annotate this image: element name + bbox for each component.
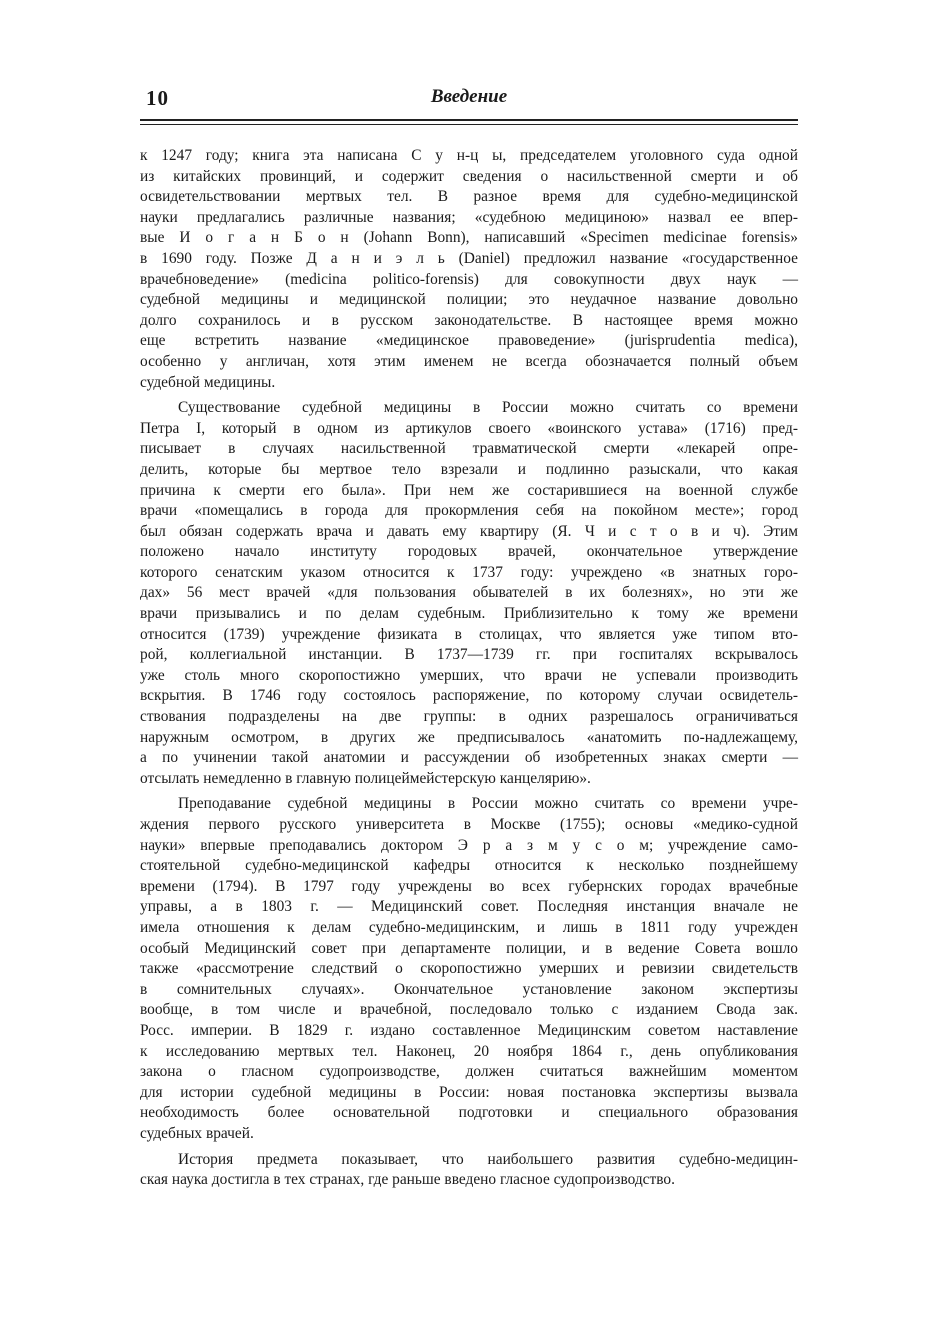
text-line: управы, а в 1803 г. — Медицинский совет. Последняя инстанция вначале не (140, 898, 798, 916)
text-line: освидетельствовании мертвых тел. В разное время для судебно-медицинской (140, 188, 798, 206)
text-line: из китайских провинций, и содержит сведения о насильственной смерти и об (140, 167, 798, 185)
text-line: особый Медицинский совет при департаменте полиции, и в ведение Совета вошло (140, 939, 798, 957)
text-line: врачи «помещались в города для прокормления себя на покойном месте»; город (140, 502, 798, 520)
text-line: также «рассмотрение следствий о скоропостижно умерших и ревизии свидетельств (140, 960, 798, 978)
text-line: Петра I, который в одном из артикулов своего «воинского устава» (1716) пред- (140, 419, 798, 437)
text-line: писывает в случаях насильственной травматической смерти «лекарей опре- (140, 440, 798, 458)
text-line: положено начало институту городовых врачей, окончательное утверждение (140, 543, 798, 561)
text-line: которого сенатским указом относится к 1737 году: учреждено «в знатных горо- (140, 563, 798, 581)
paragraph (140, 398, 798, 789)
page-header (140, 86, 798, 116)
text-line: закона о гласном судопроизводстве, должен считаться важнейшим моментом (140, 1063, 798, 1081)
text-line: в сомнительных случаях». Окончательное установление законом экспертизы (140, 980, 798, 998)
text-line: делить, которые бы мертвое тело взрезали и подлинно разыскали, что какая (140, 460, 798, 478)
text-line: долго сохранилось и в русском законодательстве. В настоящее время можно (140, 311, 798, 329)
text-line: времени (1794). В 1797 году учреждены во всех губернских городах врачебные (140, 877, 798, 895)
paragraph (140, 146, 798, 393)
paragraph (140, 794, 798, 1144)
text-line: врачебноведение» (medicina politico-forensis) для совокупности двух наук — (140, 270, 798, 288)
text-line: для истории судебной медицины в России: новая постановка экспертизы вызвала (140, 1083, 798, 1101)
text-line: был обязан содержать врача и давать ему квартиру (Я. Ч и с т о в и ч). Этим (140, 522, 798, 540)
text-line: необходимость более основательной подготовки и специального образования (140, 1104, 798, 1122)
paragraph (140, 1150, 798, 1191)
text-line: Существование судебной медицины в России можно считать со времени (178, 399, 798, 417)
text-line: в 1690 году. Позже Д а н и э л ь (Daniel) предложил название «государственное (140, 249, 798, 267)
text-line: науки предлагались различные названия; «судебною медициною» назвал ее впер- (140, 208, 798, 226)
text-line: врачи призывались и по делам судебным. Приблизительно к тому же времени (140, 605, 798, 623)
text-line: уже столь много скоропостижно умерших, что врачи не успевали производить (140, 666, 798, 684)
text-line: а по учинении такой анатомии и рассуждении об изобретенных знаках смерти — (140, 749, 798, 767)
text-line: отсылать немедленно в главную полицеймейстерскую канцелярию». (140, 769, 591, 787)
text-line: ждения первого русского университета в Москве (1755); основы «медико-судной (140, 816, 798, 833)
text-line: ствования подразделены на две группы: в одних разрешалось ограничиваться (140, 708, 798, 726)
text-line: наружным осмотром, в других же предписывалось «анатомить по-надлежащему, (140, 728, 798, 746)
page-number: 10 (146, 86, 169, 110)
text-line: стоятельной судебно-медицинской кафедры относится к несколько позднейшему (140, 857, 798, 875)
text-line: Преподавание судебной медицины в России можно считать со времени учре- (178, 795, 798, 813)
text-line: особенно у англичан, хотя этим именем не всегда обозначается полный объем (140, 352, 798, 370)
text-line: дах» 56 мест врачей «для пользования обывателей в их болезнях», но эти же (140, 584, 798, 602)
text-line: вые И о г а н Б о н (Johann Bonn), написавший «Specimen medicinae forensis» (140, 229, 798, 247)
text-line: Росс. империи. В 1829 г. издано составленное Медицинским советом наставление (140, 1021, 798, 1039)
body-text (140, 146, 798, 1191)
text-line: судебных врачей. (140, 1124, 254, 1142)
header-rule-thin (140, 124, 798, 125)
text-line: имела отношения к делам судебно-медицинским, и лишь в 1811 году учрежден (140, 918, 798, 936)
text-line: История предмета показывает, что наибольшего развития судебно-медицин- (178, 1150, 798, 1168)
text-line: вскрытия. В 1746 году состоялось распоряжение, по которому случаи освидетель- (140, 687, 798, 705)
text-line: судебной медицины. (140, 373, 276, 391)
text-line: судебной медицины и медицинской полиции; это неудачное название довольно (140, 291, 798, 309)
text-line: науки» впервые преподавались доктором Э р а з м у с о м; учреждение само- (140, 836, 798, 854)
running-title: Введение (430, 86, 508, 107)
text-line: рой, коллегиальной инстанции. В 1737—1739 гг. при госпиталях вскрывалось (140, 646, 798, 664)
text-line: еще встретить название «медицинское правоведение» (jurisprudentia medica), (140, 332, 798, 350)
text-line: к исследованию мертвых тел. Наконец, 20 ноября 1864 г., день опубликования (140, 1042, 798, 1060)
text-line: причина к смерти его была». При нем же состарившиеся на военной службе (140, 481, 798, 499)
header-rule (140, 119, 798, 121)
text-line: вообще, в том числе и врачебной, последовало только с изданием Свода зак. (140, 1001, 798, 1019)
text-line: ская наука достигла в тех странах, где раньше введено гласное судопроизводство. (140, 1171, 675, 1189)
text-line: относится (1739) учреждение физиката в столицах, что является уже типом вто- (140, 625, 798, 643)
text-line: к 1247 году; книга эта написана С у н-ц ы, председателем уголовного суда одной (140, 147, 798, 164)
